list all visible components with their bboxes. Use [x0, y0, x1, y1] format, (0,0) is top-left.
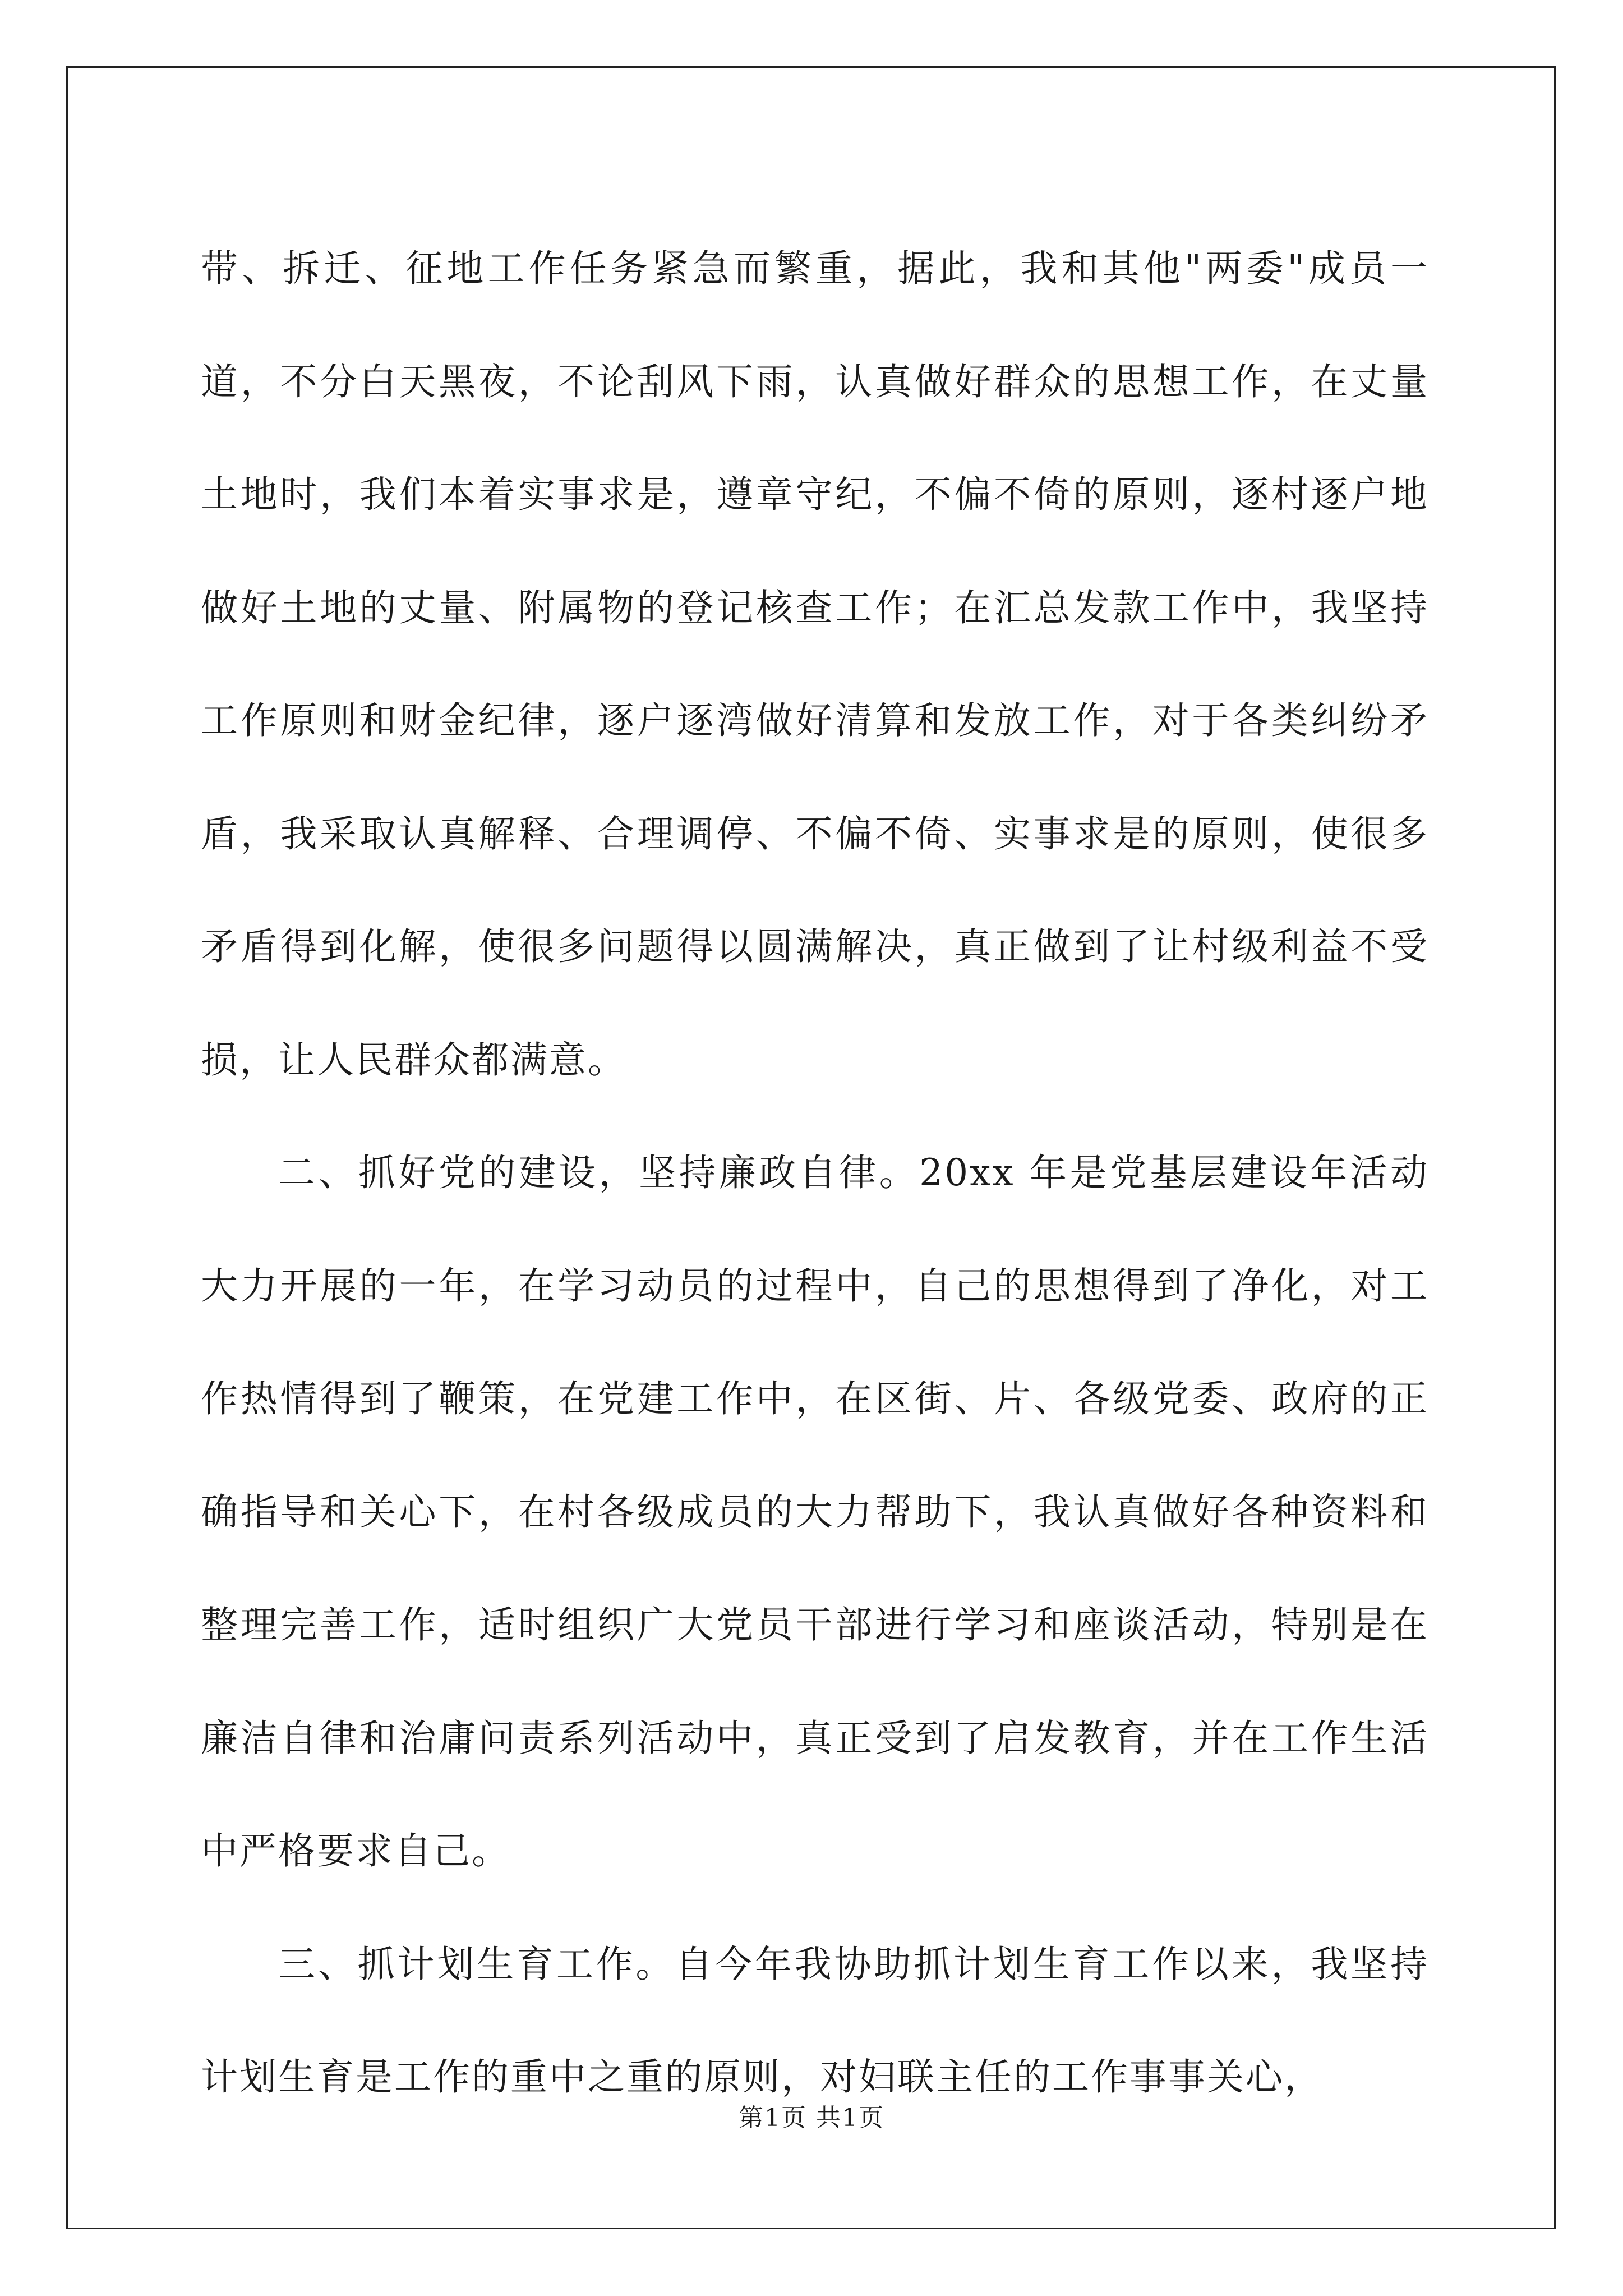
paragraph-family-planning: 三、抓计划生育工作。自今年我协助抓计划生育工作以来，我坚持计划生育是工作的重中之重的原则，对妇联主任的工作事事关心， — [201, 1942, 1429, 2099]
paragraph-party-building: 二、抓好党的建设，坚持廉政自律。20xx 年是党基层建设年活动大力开展的一年，在学习动员的过程中，自己的思想得到了净化，对工作热情得到了鞭策，在党建工作中，在区街、片、各级党委、政府的正确指导和关心下，在村各级成员的大力帮助下，我认真做好各种资料和整理完善工作，适时组织广大党员干部进行学习和座谈活动，特别是在廉洁自律和治庸问责系列活动中，真正受到了启发教育，并在工作生活中严格要求自己。 — [201, 1151, 1429, 1872]
page-number-footer: 第1页 共1页 — [739, 2104, 884, 2132]
document-body — [201, 212, 1429, 2134]
paragraph-continuation: 带、拆迁、征地工作任务紧急而繁重，据此，我和其他"两委"成员一道，不分白天黑夜，不论刮风下雨，认真做好群众的思想工作，在丈量土地时，我们本着实事求是，遵章守纪，不偏不倚的原则，逐村逐户地做好土地的丈量、附属物的登记核查工作；在汇总发款工作中，我坚持工作原则和财金纪律，逐户逐湾做好清算和发放工作，对于各类纠纷矛盾，我采取认真解释、合理调停、不偏不倚、实事求是的原则，使很多矛盾得到化解，使很多问题得以圆满解决，真正做到了让村级利益不受损，让人民群众都满意。 — [201, 247, 1429, 1082]
